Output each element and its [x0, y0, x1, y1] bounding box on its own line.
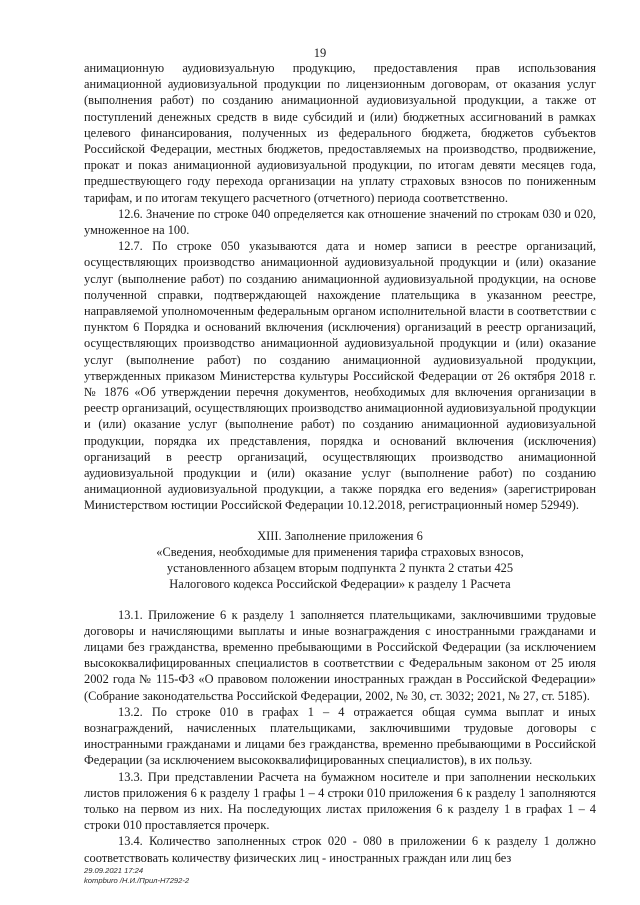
spacer [84, 593, 596, 607]
paragraph-12-6: 12.6. Значение по строке 040 определяется как отношение значений по строкам 030 и 020, умноженное на 100. [84, 206, 596, 238]
paragraph-13-4: 13.4. Количество заполненных строк 020 - 080 в приложении 6 к разделу 1 должно соответствовать количеству физических лиц - иностранных граждан или лиц без [84, 834, 596, 865]
paragraph-13-3: 13.3. При представлении Расчета на бумажном носителе и при заполнении нескольких листов приложения 6 к разделу 1 графы 1 – 4 строки 010 приложения 6 к разделу 1 заполняются только на первом из них. На последующих листах приложения 6 к разделу 1 в графах 1 – 4 строки 010 проставляется прочерк. [84, 769, 596, 833]
section-heading-line: «Сведения, необходимые для применения тарифа страховых взносов, [156, 544, 524, 559]
footer-author: kompburo /Н.И./Прил-Н7292-2 [84, 876, 190, 885]
paragraph-12-7: 12.7. По строке 050 указываются дата и номер записи в реестре организаций, осуществляющих производство анимационной аудиовизуальной продукции и (или) оказание услуг (выполнение работ) по созданию анимационной аудиовизуальной продукции, на основе полученной справки, подтверждающей нахождение плательщика в указанном реестре, направляемой уполномоченным федеральным органом исполнительной власти в соответствии с пунктом 6 Порядка и оснований включения (исключения) организаций в реестр организаций, осуществляющих производство анимационной аудиовизуальной продукции и (или) оказание услуг (выполнение работ) по созданию анимационной аудиовизуальной продукции, утвержденных приказом Министерства культуры Российской Федерации от 26 октября 2018 г. № 1876 «Об утверждении перечня документов, необходимых для включения организации в реестр организаций, осуществляющих производство анимационной аудиовизуальной продукции и (или) оказание услуг (выполнение работ) по созданию анимационной аудиовизуальной продукции, порядка их представления, порядка и оснований включения (исключения) организаций в реестр организаций, осуществляющих производство анимационной аудиовизуальной продукции и (или) оказание услуг (выполнение работ) по созданию анимационной аудиовизуальной продукции, а также порядка его ведения» (зарегистрирован Министерством юстиции Российской Федерации 10.12.2018, регистрационный номер 52949). [84, 239, 596, 513]
paragraph-13-1: 13.1. Приложение 6 к разделу 1 заполняется плательщиками, заключившими трудовые договоры и начисляющими выплаты и иные вознаграждения с иностранными гражданами и лицами без гражданства, временно пребывающими в Российской Федерации (за исключением высококвалифицированных специалистов в соответствии с Федеральным законом от 25 июля 2002 года № 115-ФЗ «О правовом положении иностранных граждан в Российской Федерации» (Собрание законодательства Российской Федерации, 2002, № 30, ст. 3032; 2021, № 27, ст. 5185). [84, 607, 596, 703]
section-heading-title: XIII. Заполнение приложения 6 [257, 528, 423, 543]
section-heading [84, 528, 596, 593]
section-heading-line: Налогового кодекса Российской Федерации» к разделу 1 Расчета [169, 577, 511, 592]
document-body [84, 60, 596, 866]
page-number: 19 [313, 46, 327, 60]
paragraph-13-2: 13.2. По строке 010 в графах 1 – 4 отражается общая сумма выплат и иных вознаграждений, начисленных плательщиками, заключившими трудовые договоры с иностранными гражданами и лицами без гражданства, временно пребывающими в Российской Федерации (за исключением высококвалифицированных специалистов), в их пользу. [84, 704, 596, 768]
section-heading-line: установленного абзацем вторым подпункта 2 пункта 2 статьи 425 [166, 561, 514, 576]
document-footer [84, 866, 189, 886]
footer-timestamp: 29.09.2021 17:24 [84, 866, 144, 875]
paragraph-continuation: анимационную аудиовизуальную продукцию, предоставления прав использования анимационной аудиовизуальной продукции по лицензионным договорам, от оказания услуг (выполнения работ) по созданию анимационной аудиовизуальной продукции, а также от поступлений денежных средств в виде субсидий и (или) бюджетных ассигнований в рамках целевого финансирования, полученных из федерального бюджета, бюджетов субъектов Российской Федерации, местных бюджетов, предоставляемых на производство, продвижение, прокат и показ анимационной аудиовизуальной продукции, по итогам девяти месяцев года, предшествующего году перехода организации на уплату страховых взносов по пониженным тарифам, и по итогам текущего расчетного (отчетного) периода соответственно. [84, 61, 596, 205]
